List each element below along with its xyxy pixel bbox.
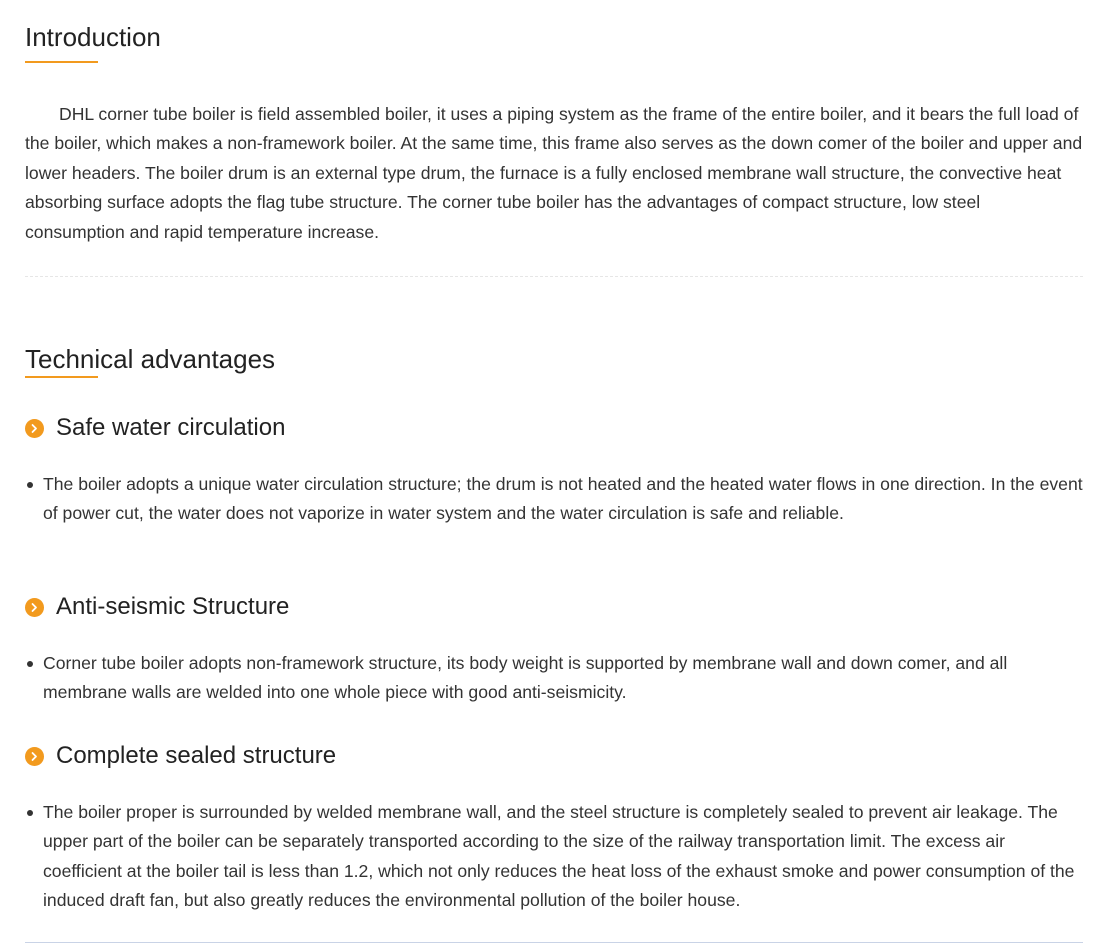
- intro-paragraph: DHL corner tube boiler is field assembled boiler, it uses a piping system as the frame of the entire boiler, and it bears the full load of the boiler, which makes a non-framework boiler. At the same time, this frame also serves as the down comer of the boiler and upper and lower headers. The boiler drum is an external type drum, the furnace is a fully enclosed membrane wall structure, the convective heat absorbing surface adopts the flag tube structure. The corner tube boiler has the advantages of compact structure, low steel consumption and rapid temperature increase.: [25, 104, 1083, 242]
- section-divider: [25, 276, 1083, 277]
- advantage-heading-text: Anti-seismic Structure: [56, 593, 290, 620]
- advantage-bullet-3: [25, 798, 1085, 916]
- bottom-border: [25, 942, 1083, 943]
- chevron-right-circle-icon: [25, 419, 44, 438]
- advantage-heading-1: [25, 416, 285, 440]
- advantages-title-underline: [25, 376, 98, 378]
- bullet-dot-icon: [27, 482, 33, 488]
- advantage-heading-text: Safe water circulation: [56, 414, 286, 441]
- advantage-bullet-text: The boiler adopts a unique water circulation structure; the drum is not heated and the heated water flows in one direction. In the event of power cut, the water does not vaporize in water system and the water circulation is safe and reliable.: [43, 474, 1083, 524]
- bullet-dot-icon: [27, 810, 33, 816]
- advantages-title: Technical advantages: [25, 344, 276, 374]
- intro-title: Introduction: [25, 22, 161, 52]
- advantage-heading-text: Complete sealed structure: [56, 742, 337, 769]
- advantage-bullet-text: The boiler proper is surrounded by welded membrane wall, and the steel structure is completely sealed to prevent air leakage. The upper part of the boiler can be separately transported according to the size of the railway transportation limit. The excess air coefficient at the boiler tail is less than 1.2, which not only reduces the heat loss of the exhaust smoke and power consumption of the induced draft fan, but also greatly reduces the environmental pollution of the boiler house.: [43, 802, 1075, 911]
- advantage-bullet-2: [25, 649, 1085, 708]
- intro-title-underline: [25, 61, 98, 63]
- advantage-heading-3: [25, 744, 336, 768]
- advantage-bullet-1: [25, 470, 1085, 529]
- advantage-heading-2: [25, 595, 289, 619]
- chevron-right-circle-icon: [25, 598, 44, 617]
- bullet-dot-icon: [27, 661, 33, 667]
- chevron-right-circle-icon: [25, 747, 44, 766]
- advantage-bullet-text: Corner tube boiler adopts non-framework structure, its body weight is supported by membrane wall and down comer, and all membrane walls are welded into one whole piece with good anti-seismicity.: [43, 653, 1008, 703]
